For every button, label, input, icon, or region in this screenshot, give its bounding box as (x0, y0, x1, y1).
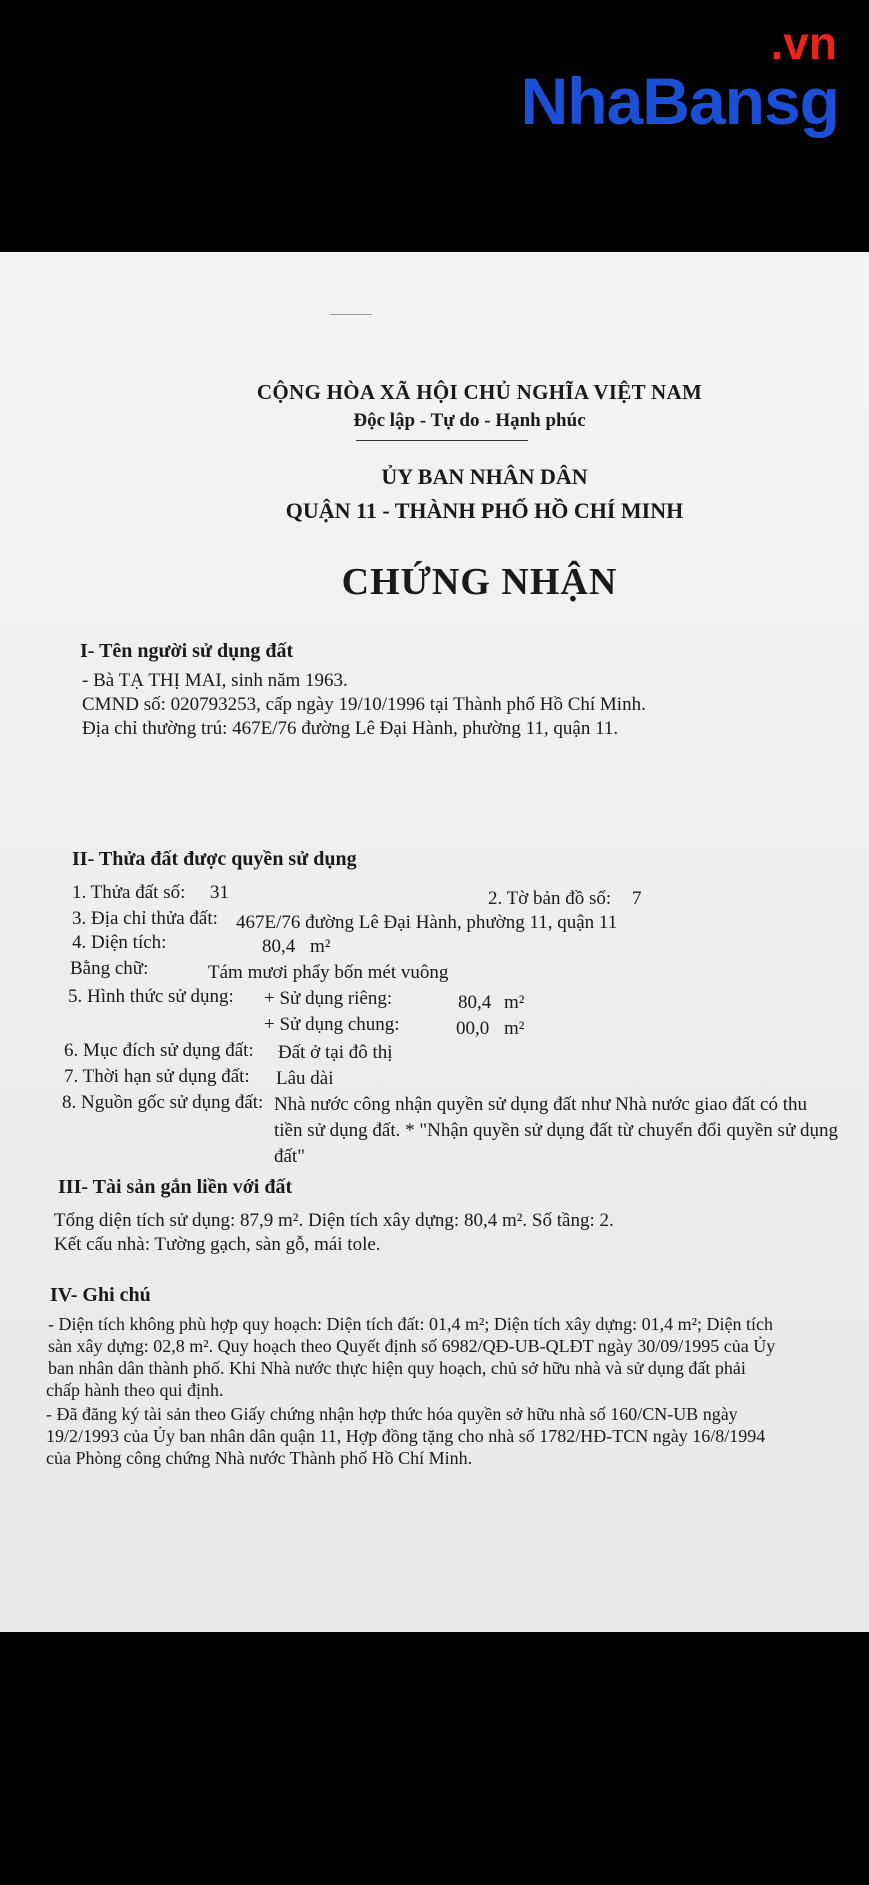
shared-use-value: 00,0 (456, 1018, 490, 1039)
section1-heading: I- Tên người sử dụng đất (80, 640, 294, 662)
origin-label: 8. Nguồn gốc sử dụng đất: (62, 1092, 264, 1113)
note-line-7: của Phòng công chứng Nhà nước Thành phố Hồ Chí Minh. (46, 1448, 473, 1468)
section3-heading: III- Tài sản gắn liền với đất (58, 1176, 293, 1198)
purpose-value: Đất ở tại đô thị (278, 1042, 393, 1063)
document-title: CHỨNG NHẬN (341, 561, 618, 603)
map-value: 7 (632, 888, 642, 909)
parcel-label: 1. Thửa đất số: (72, 882, 186, 903)
certificate-page (0, 252, 869, 1632)
origin-line-2: tiền sử dụng đất. * "Nhận quyền sử dụng đất từ chuyển đổi quyền sử dụng (274, 1120, 838, 1141)
note-line-4: chấp hành theo qui định. (46, 1380, 224, 1400)
authority-heading: ỦY BAN NHÂN DÂN (381, 464, 588, 489)
motto: Độc lập - Tự do - Hạnh phúc (353, 410, 586, 431)
parcel-value: 31 (210, 882, 229, 903)
owner-address: Địa chỉ thường trú: 467E/76 đường Lê Đại Hành, phường 11, quận 11. (82, 718, 619, 739)
note-line-3: ban nhân dân thành phố. Khi Nhà nước thực hiện quy hoạch, chủ sở hữu nhà và sử dụng đất phải (48, 1358, 746, 1378)
building-structure: Kết cấu nhà: Tường gạch, sàn gỗ, mái tole. (54, 1234, 381, 1255)
term-value: Lâu dài (276, 1068, 334, 1089)
watermark-name: NhaBansg (520, 64, 839, 138)
area-words-value: Tám mươi phẩy bốn mét vuông (208, 962, 449, 983)
form-label: 5. Hình thức sử dụng: (68, 986, 234, 1007)
district-heading: QUẬN 11 - THÀNH PHỐ HỒ CHÍ MINH (285, 498, 684, 523)
section2-heading: II- Thửa đất được quyền sử dụng (72, 848, 357, 870)
parcel-address-label: 3. Địa chỉ thửa đất: (72, 908, 218, 929)
area-unit: m² (310, 936, 331, 957)
id-card: CMND số: 020793253, cấp ngày 19/10/1996 tại Thành phố Hồ Chí Minh. (82, 694, 646, 715)
country-heading: CỘNG HÒA XÃ HỘI CHỦ NGHĨA VIỆT NAM (256, 380, 703, 404)
area-words-label: Bằng chữ: (70, 958, 149, 979)
note-line-1: - Diện tích không phù hợp quy hoạch: Diện tích đất: 01,4 m²; Diện tích xây dựng: 01,4 m²; Diện tích (48, 1314, 773, 1334)
parcel-address-value: 467E/76 đường Lê Đại Hành, phường 11, quận 11 (236, 912, 618, 933)
shared-use-unit: m² (504, 1018, 525, 1039)
note-line-5: - Đã đăng ký tài sản theo Giấy chứng nhận hợp thức hóa quyền sở hữu nhà số 160/CN-UB ngày (46, 1404, 738, 1424)
watermark-logo (520, 17, 839, 138)
private-use-label: + Sử dụng riêng: (264, 988, 393, 1009)
term-label: 7. Thời hạn sử dụng đất: (64, 1066, 250, 1087)
shared-use-label: + Sử dụng chung: (264, 1014, 400, 1035)
origin-line-3: đất" (274, 1146, 305, 1167)
building-area: Tổng diện tích sử dụng: 87,9 m². Diện tích xây dựng: 80,4 m². Số tầng: 2. (54, 1210, 614, 1231)
origin-line-1: Nhà nước công nhận quyền sử dụng đất như Nhà nước giao đất có thu (274, 1094, 808, 1115)
note-line-6: 19/2/1993 của Ủy ban nhân dân quận 11, Hợp đồng tặng cho nhà số 1782/HĐ-TCN ngày 16/8/1994 (46, 1426, 766, 1446)
purpose-label: 6. Mục đích sử dụng đất: (64, 1040, 254, 1061)
private-use-unit: m² (504, 992, 525, 1013)
top-mark (330, 314, 372, 315)
watermark-domain: .vn (770, 17, 837, 69)
section4-heading: IV- Ghi chú (50, 1284, 151, 1306)
motto-underline (356, 440, 528, 441)
private-use-value: 80,4 (458, 992, 492, 1013)
map-label: 2. Tờ bản đồ số: (488, 888, 612, 909)
area-label: 4. Diện tích: (72, 932, 167, 953)
owner-name: - Bà TẠ THỊ MAI, sinh năm 1963. (82, 670, 348, 691)
note-line-2: sàn xây dựng: 02,8 m². Quy hoạch theo Quyết định số 6982/QĐ-UB-QLĐT ngày 30/09/1995 của Ủy (48, 1336, 776, 1356)
area-value: 80,4 (262, 936, 296, 957)
